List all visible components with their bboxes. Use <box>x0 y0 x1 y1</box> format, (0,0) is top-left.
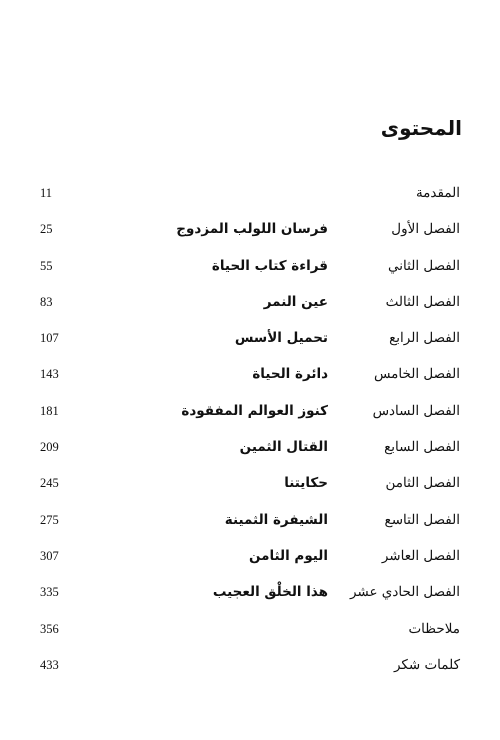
page-number: 356 <box>40 621 59 636</box>
chapter-title: اليوم الثامن <box>248 547 328 564</box>
toc-entry-notes <box>0 611 500 647</box>
chapter-title: دائرة الحياة <box>252 366 328 383</box>
toc-entry-chapter-5 <box>0 356 500 392</box>
page-number: 107 <box>40 331 59 346</box>
page-number: 335 <box>40 585 59 600</box>
toc-entry-chapter-3 <box>0 284 500 320</box>
page-number: 25 <box>40 222 53 237</box>
page-number: 209 <box>40 440 59 455</box>
page-number: 245 <box>40 476 59 491</box>
toc-entry-chapter-2 <box>0 248 500 284</box>
toc-entry-chapter-11 <box>0 574 500 610</box>
chapter-title: تحميل الأسس <box>234 330 328 347</box>
chapter-title: عين النمر <box>263 293 328 310</box>
chapter-title: الشيفرة الثمينة <box>224 511 328 528</box>
toc-entry-chapter-7 <box>0 429 500 465</box>
page-number: 433 <box>40 657 59 672</box>
toc-entry-chapter-9 <box>0 502 500 538</box>
chapter-label: الفصل الخامس <box>373 366 460 383</box>
chapter-label: الفصل التاسع <box>384 511 460 528</box>
chapter-label: المقدمة <box>415 185 460 201</box>
chapter-label: كلمات شكر <box>393 656 460 673</box>
toc-entry-introduction <box>0 175 500 211</box>
chapter-title: هذا الخلْق العجيب <box>212 584 328 601</box>
toc-entry-chapter-6 <box>0 393 500 429</box>
chapter-title: القتال الثمين <box>239 439 328 456</box>
chapter-label: الفصل السابع <box>384 439 460 456</box>
chapter-title: حكايتنا <box>284 475 328 492</box>
chapter-label: ملاحظات <box>408 620 460 637</box>
chapter-label: الفصل السادس <box>372 402 460 419</box>
page-title: المحتوى <box>380 116 462 140</box>
toc-entry-chapter-8 <box>0 465 500 501</box>
page-number: 181 <box>40 403 59 418</box>
page-number: 11 <box>40 186 53 200</box>
page-number: 143 <box>40 367 59 382</box>
chapter-label: الفصل الحادي عشر <box>349 584 460 601</box>
toc-entry-chapter-1 <box>0 211 500 247</box>
table-of-contents <box>0 175 500 683</box>
chapter-title: فرسان اللولب المزدوج <box>176 221 328 238</box>
chapter-label: الفصل الرابع <box>389 330 460 347</box>
page-number: 55 <box>40 258 53 273</box>
toc-entry-chapter-4 <box>0 320 500 356</box>
chapter-title: قراءة كتاب الحياة <box>211 257 328 274</box>
toc-entry-acknowledgements <box>0 647 500 683</box>
chapter-label: الفصل الثاني <box>388 257 460 274</box>
chapter-label: الفصل الثامن <box>385 475 460 492</box>
page-number: 83 <box>40 294 53 309</box>
chapter-label: الفصل الثالث <box>385 293 460 310</box>
chapter-label: الفصل الأول <box>391 221 460 238</box>
page-number: 307 <box>40 548 59 563</box>
page-number: 275 <box>40 512 59 527</box>
chapter-label: الفصل العاشر <box>381 547 460 564</box>
toc-entry-chapter-10 <box>0 538 500 574</box>
chapter-title: كنوز العوالم المفقودة <box>181 402 328 419</box>
